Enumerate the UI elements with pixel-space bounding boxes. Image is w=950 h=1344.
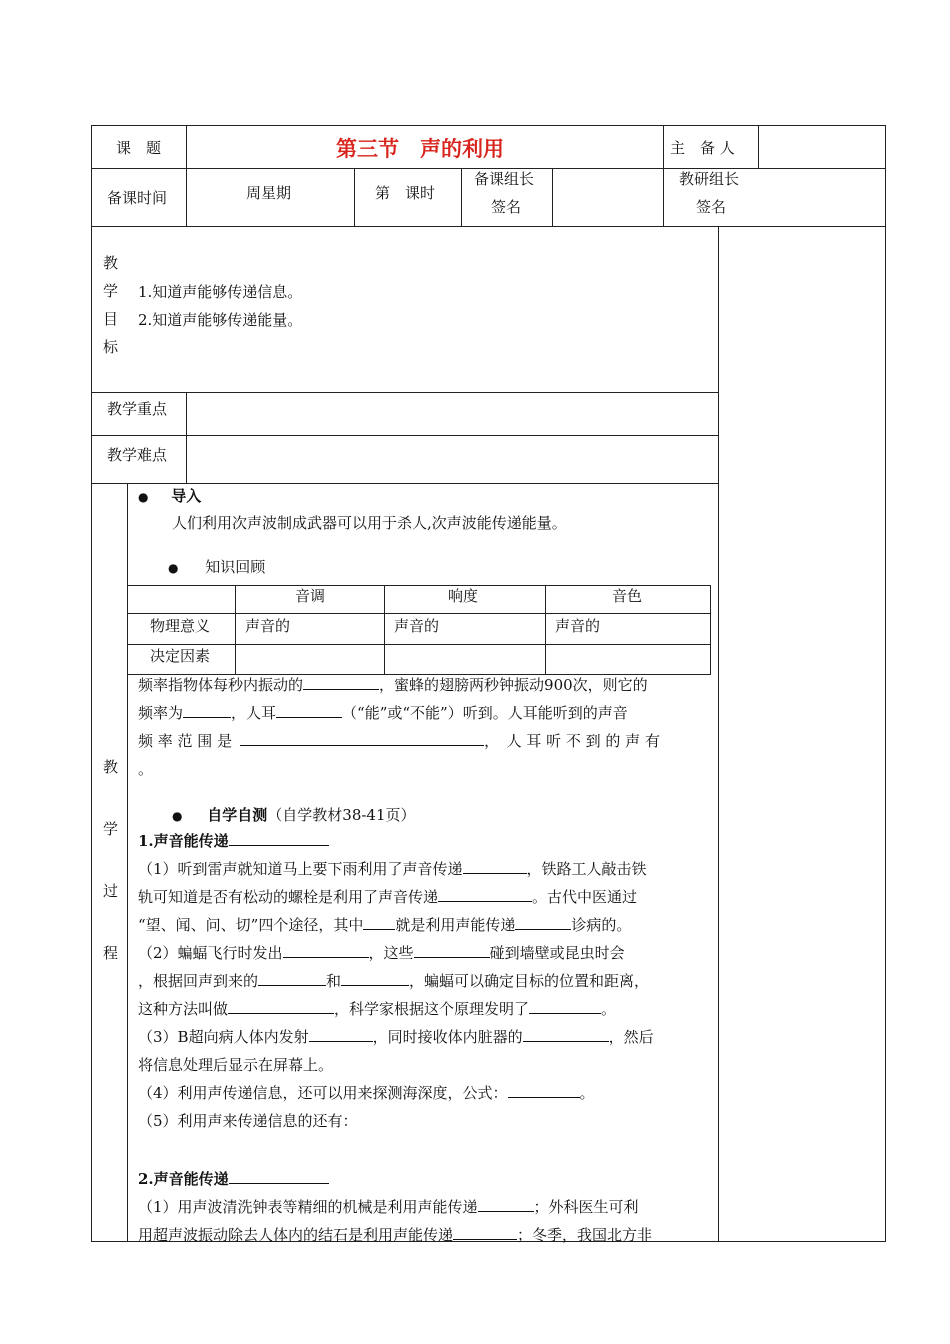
answer-blank[interactable]	[258, 971, 326, 986]
review-cell: 声音的	[555, 617, 601, 635]
answer-blank[interactable]	[438, 887, 532, 902]
review-row-label: 物理意义	[150, 617, 211, 635]
week-field: 周星期	[246, 184, 292, 202]
answer-blank[interactable]	[283, 943, 369, 958]
review-table-line	[384, 585, 385, 674]
process-label-char: 程	[103, 944, 119, 962]
group-leader-label: 备课组长	[474, 170, 535, 188]
table-row-divider	[91, 483, 718, 484]
table-col-divider	[186, 125, 187, 226]
review-table-line	[710, 585, 711, 674]
table-border-top	[91, 125, 886, 126]
answer-blank[interactable]	[508, 1083, 580, 1098]
page-title: 第三节 声的利用	[336, 136, 504, 161]
topic-label: 课 题	[116, 139, 162, 157]
answer-blank[interactable]	[515, 915, 571, 930]
key-point-label: 教学重点	[107, 400, 168, 418]
answer-blank[interactable]	[363, 915, 395, 930]
table-border-left	[91, 125, 92, 1242]
answer-blank[interactable]	[228, 999, 334, 1014]
bullet-icon: ●	[168, 561, 179, 575]
table-col-divider	[354, 168, 355, 226]
answer-blank[interactable]	[453, 1225, 517, 1240]
answer-blank[interactable]	[523, 1027, 609, 1042]
difficulty-label: 教学难点	[107, 446, 168, 464]
table-col-divider	[127, 483, 128, 1242]
goal-item: 1.知道声能够传递信息。	[138, 283, 303, 301]
review-table-line	[128, 613, 711, 614]
answer-blank[interactable]	[276, 703, 342, 718]
answer-blank[interactable]	[341, 971, 409, 986]
review-col-header: 音色	[612, 587, 643, 605]
table-col-divider	[552, 168, 553, 226]
research-leader-sign-label: 签名	[696, 198, 727, 216]
table-col-divider	[663, 125, 664, 226]
answer-blank[interactable]	[229, 831, 329, 846]
goals-label-char: 目	[103, 310, 119, 328]
review-cell: 声音的	[245, 617, 291, 635]
answer-blank[interactable]	[303, 675, 379, 690]
intro-heading-text: 导入	[171, 487, 202, 505]
intro-text: 人们利用次声波制成武器可以用于杀人,次声波能传递能量。	[172, 514, 567, 532]
period-field: 第 课时	[375, 184, 436, 202]
answer-blank[interactable]	[183, 703, 231, 718]
review-table-line	[235, 585, 236, 674]
review-table-line	[545, 585, 546, 674]
table-col-divider	[186, 392, 187, 483]
goal-item: 2.知道声能够传递能量。	[138, 311, 303, 329]
self-test-heading: ● 自学自测（自学教材38-41页）	[172, 806, 416, 824]
review-col-header: 响度	[448, 587, 479, 605]
answer-blank[interactable]	[463, 859, 527, 874]
table-row-divider	[91, 226, 886, 227]
table-col-divider	[461, 168, 462, 226]
group-leader-sign-label: 签名	[491, 198, 522, 216]
answer-blank[interactable]	[229, 1169, 329, 1184]
table-col-divider	[718, 226, 719, 1242]
process-label-char: 学	[103, 820, 119, 838]
review-heading-text: 知识回顾	[205, 558, 266, 576]
bullet-icon: ●	[172, 809, 183, 823]
prep-time-label: 备课时间	[107, 189, 168, 207]
answer-blank[interactable]	[529, 999, 601, 1014]
review-table-line	[128, 644, 711, 645]
goals-label-char: 学	[103, 282, 119, 300]
goals-label-char: 标	[103, 338, 119, 356]
review-cell: 声音的	[394, 617, 440, 635]
answer-blank[interactable]	[309, 1027, 373, 1042]
review-col-header: 音调	[295, 587, 326, 605]
review-row-label: 决定因素	[150, 647, 211, 665]
answer-blank[interactable]	[240, 731, 484, 746]
intro-heading	[138, 485, 201, 506]
answer-blank[interactable]	[414, 943, 490, 958]
section-2: 2.声音能传递 （1）用声波清洗钟表等精细的机械是利用声能传递 ；外科医生可利 用超声波振动除去人体内的结石是利用声能传递 ；冬季，我国北方非	[138, 1170, 653, 1244]
review-heading	[168, 556, 265, 577]
research-leader-label: 教研组长	[679, 170, 740, 188]
process-label-char: 教	[103, 758, 119, 776]
table-col-divider	[758, 125, 759, 168]
bullet-icon: ●	[138, 490, 149, 504]
answer-blank[interactable]	[478, 1197, 534, 1212]
lead-preparer-label: 主 备 人	[670, 139, 735, 157]
table-border-right	[885, 125, 886, 1242]
process-label-char: 过	[103, 882, 119, 900]
section-1: 1.声音能传递 （1）听到雷声就知道马上要下雨利用了声音传递 ，铁路工人敲击铁 轨可知道是否有松动的螺栓是利用了声音传递 。古代中医通过 “望、闻、问、切”四个途径，其中 就是利用声能传递 诊病的。 （2）蝙蝠飞行时发出 ，这些 碰到墙壁或昆虫时会 ，根据回声到来的 和 ，蝙蝠可以确定目标的位置和距离， 这种方法叫做 ，科学家根据这个原理发明了 。 （3）B超向病人体内发射 ，同时接收体内脏器的 ，然后 将信息处理后显示在屏幕上。 （4）利用声传递信息，还可以用来探测海深度，公式： 。 （5）利用声来传递信息的还有：	[138, 832, 654, 1130]
goals-label-char: 教	[103, 254, 119, 272]
frequency-paragraph: 频率指物体每秒内振动的 ，蜜蜂的翅膀两秒钟振动900次，则它的 频率为 ，人耳 （“能”或“不能”）听到。人耳能听到的声音 频 率 范 围 是 ， 人 耳 听 不 到 的 声 有 。	[138, 676, 660, 778]
